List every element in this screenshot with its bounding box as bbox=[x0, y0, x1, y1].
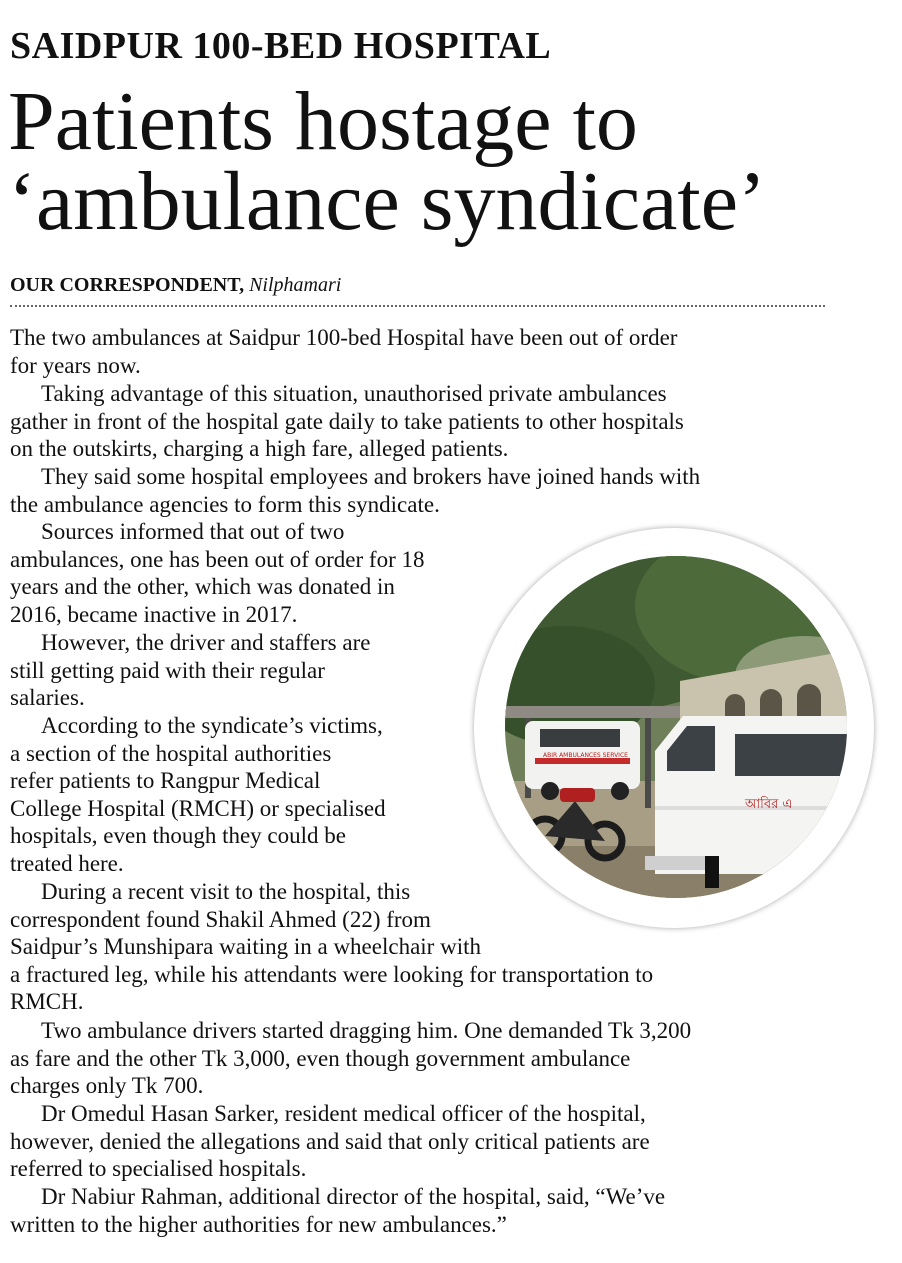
body-line: gather in front of the hospital gate daily to take patients to other hospitals bbox=[10, 408, 684, 434]
body-line: refer patients to Rangpur Medical bbox=[10, 768, 321, 794]
body-line: correspondent found Shakil Ahmed (22) from bbox=[10, 906, 431, 932]
body-line: still getting paid with their regular bbox=[10, 657, 325, 683]
kicker: SAIDPUR 100-BED HOSPITAL bbox=[10, 25, 552, 67]
paragraph-6 bbox=[10, 712, 386, 878]
body-line: salaries. bbox=[10, 685, 85, 711]
body-line: College Hospital (RMCH) or specialised bbox=[10, 795, 386, 821]
ambulance-photo bbox=[505, 556, 847, 898]
body-line: Saidpur’s Munshipara waiting in a wheelchair with bbox=[10, 934, 481, 960]
paragraph-1 bbox=[10, 324, 677, 379]
body-line: a section of the hospital authorities bbox=[10, 740, 332, 766]
body-line: Dr Omedul Hasan Sarker, resident medical officer of the hospital, bbox=[41, 1101, 646, 1126]
headline-line-2: ‘ambulance syndicate’ bbox=[8, 155, 766, 248]
paragraph-8 bbox=[10, 1017, 691, 1100]
body-line: 2016, became inactive in 2017. bbox=[10, 601, 298, 627]
body-line: ambulances, one has been out of order for 18 bbox=[10, 546, 425, 572]
paragraph-7 bbox=[10, 878, 653, 1016]
paragraph-5 bbox=[10, 629, 370, 712]
byline-location: Nilphamari bbox=[249, 274, 342, 296]
body-line: the ambulance agencies to form this syndicate. bbox=[10, 491, 440, 517]
paragraph-3 bbox=[10, 463, 700, 518]
body-line: Two ambulance drivers started dragging him. One demanded Tk 3,200 bbox=[41, 1018, 692, 1043]
body-line: as fare and the other Tk 3,000, even though government ambulance bbox=[10, 1045, 631, 1071]
body-line: referred to specialised hospitals. bbox=[10, 1156, 307, 1182]
body-line: hospitals, even though they could be bbox=[10, 823, 346, 849]
paragraph-4 bbox=[10, 518, 425, 628]
dotted-divider bbox=[10, 305, 825, 307]
body-line: Sources informed that out of two bbox=[41, 519, 345, 544]
body-line: The two ambulances at Saidpur 100-bed Hospital have been out of order bbox=[10, 325, 678, 350]
body-line: however, denied the allegations and said that only critical patients are bbox=[10, 1128, 650, 1154]
body-line: on the outskirts, charging a high fare, alleged patients. bbox=[10, 436, 509, 462]
body-line: written to the higher authorities for new ambulances.” bbox=[10, 1211, 507, 1237]
body-line: years and the other, which was donated in bbox=[10, 574, 395, 600]
paragraph-10 bbox=[10, 1183, 665, 1238]
headline-line-1: Patients hostage to bbox=[8, 75, 638, 168]
body-line: RMCH. bbox=[10, 989, 84, 1015]
body-line: treated here. bbox=[10, 850, 124, 876]
paragraph-2 bbox=[10, 380, 684, 463]
body-line: Taking advantage of this situation, unauthorised private ambulances bbox=[41, 381, 667, 406]
ambulance-left-text: ABIR AMBULANCES SERVICE bbox=[543, 752, 628, 759]
body-line: for years now. bbox=[10, 352, 141, 378]
byline bbox=[10, 273, 341, 297]
body-line: During a recent visit to the hospital, this bbox=[41, 879, 411, 904]
body-line: They said some hospital employees and brokers have joined hands with bbox=[41, 464, 701, 489]
body-line: Dr Nabiur Rahman, additional director of the hospital, said, “We’ve bbox=[41, 1184, 666, 1209]
paragraph-9 bbox=[10, 1100, 650, 1183]
byline-correspondent: OUR CORRESPONDENT, bbox=[10, 274, 245, 296]
body-line: However, the driver and staffers are bbox=[41, 630, 371, 655]
body-line: charges only Tk 700. bbox=[10, 1073, 204, 1099]
headline bbox=[8, 75, 888, 248]
ambulance-right-text: আবির এ bbox=[745, 797, 793, 812]
body-line: a fractured leg, while his attendants were looking for transportation to bbox=[10, 961, 654, 987]
body-line: According to the syndicate’s victims, bbox=[41, 713, 383, 738]
